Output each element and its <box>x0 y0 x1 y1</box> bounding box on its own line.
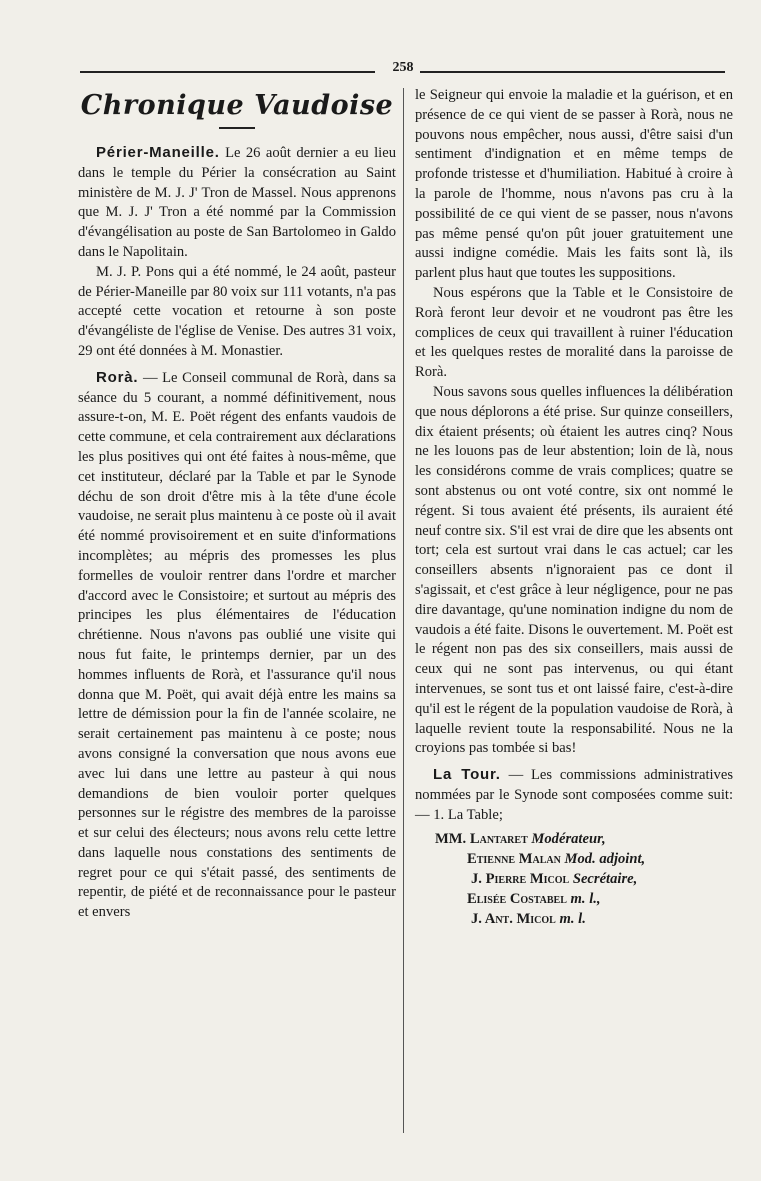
header-rule-right <box>420 71 725 73</box>
member-name: J. Ant. Micol <box>471 911 556 928</box>
member-name: Elisée Costabel <box>467 891 567 908</box>
rora-lead: Rorà. <box>96 368 139 386</box>
rora-paragraph-2 <box>415 284 733 383</box>
member-role: m. l., <box>570 891 601 908</box>
right-column <box>415 86 733 929</box>
title-rule <box>219 127 255 129</box>
rora-paragraph-3 <box>415 383 733 759</box>
member-row <box>415 889 733 909</box>
perier-lead: Périer-Maneille. <box>96 144 220 161</box>
rora-text-1-left: — Le Conseil communal de Rorà, dans sa séance du 5 courant, a nommé définitivement, nous assure-t-on, M. E. Poët régent des enfants vaudois de cette commune, et cela contrairement aux déclarations les plus positives qui ont été faites à nous-même, que cet instituteur, déclaré par la Table et par le Synode déchu de son droit d'être mis à la tête d'une école vaudoise, ne serait plus maintenu à ce poste où il avait été nommé provisoirement et en suite d'informations incomplètes; au mépris des promesses les plus formelles de vouloir rentrer dans l'ordre et marcher d'accord avec le Consistoire; et surtout au mépris des principes les plus élémentaires de l'éducation chrétienne. Nous n'avons pas oublié une visite qui nous fut faite, le printemps dernier, par un des hommes influents de Rorà, et l'assurance qu'il nous donna que M. Poët, qui avait déjà entre les mains sa lettre de démission pour la fin de l'année scolaire, ne serait certainement pas maintenu à ce poste; nous avons consigné la conversation que nous avons eue avec lui dans une lettre au pasteur à qui nous demandions de bien vouloir porter quelques personnes sur le régistre des membres de la paroisse et sur celui des électeurs; nous avons relu cette lettre dans laquelle nous constations des sentiments de regret pour ce qui s'était passé, des sentiments de repentir, de piété et de reconnaissance pour le pasteur et envers <box>78 369 397 921</box>
page-header <box>80 60 725 78</box>
page-number: 258 <box>392 60 414 75</box>
member-name: Lantaret <box>469 831 528 848</box>
member-row <box>415 909 733 929</box>
member-role: m. l. <box>559 911 586 928</box>
perier-paragraph-1 <box>78 143 396 263</box>
member-role: Modérateur, <box>531 831 606 848</box>
column-separator <box>403 88 404 1133</box>
latour-lead: La Tour. <box>433 766 501 784</box>
member-role: Secrétaire, <box>572 871 638 888</box>
rora-paragraph-1-cont <box>415 86 733 284</box>
header-rule-left <box>80 71 375 73</box>
page-title: Chronique Vaudoise <box>80 90 394 121</box>
member-name: Etienne Malan <box>467 851 561 868</box>
perier-paragraph-2 <box>78 263 396 362</box>
perier-text-2: M. J. P. Pons qui a été nommé, le 24 août, pasteur de Périer-Maneille par 80 voix sur 111 votants, n'a pas accepté cette vocation et retourne à son poste d'évangéliste de l'église de Venise. Des autres 31 voix, 29 ont été données à M. Monastier. <box>78 263 396 359</box>
member-name: J. Pierre Micol <box>471 871 570 888</box>
member-prefix: MM. <box>435 831 467 848</box>
rora-text-3: Nous savons sous quelles influences la délibération que nous déplorons a été prise. Sur quinze conseillers, dix étaient présents; où étaient les autres cinq? Nous ne les louons pas de leur abstention; loin de là, nous les considérons comme de vrais complices; quatre se sont abstenus ou ont voté contre, six ont nommé le régent. Si tous avaient été présents, ils auraient été neuf contre six. S'il est vrai de dire que les absents ont tort; cela est surtout vrai dans le cas actuel; car les conseillers absents n'ignoraient pas ce dont il s'agissait, et c'est grâce à leur négligence, pour ne pas dire davantage, qu'une nomination indigne du nom de vaudois a été faite. Disons le ouvertement. M. Poët est le régent non pas des six conseillers, mais aussi de ceux qui ne sont pas intervenus, ou qui étant intervenues, se sont tus et ont laissé faire, c'est-à-dire qu'il est le régent de la population vaudoise de Rorà, à laquelle revient toute la responsabilité. Nous ne la croyions pas tombée si bas! <box>415 383 733 757</box>
table-members-list <box>415 829 733 929</box>
rora-text-1-right: le Seigneur qui envoie la maladie et la guérison, et en présence de ce qui vient de se passer à Rorà, nous ne pouvons nous empêcher, nous aussi, d'être saisi d'un sentiment d'indignation et en même temps de profonde tristesse et d'humiliation. Habitué à croire à la parole de l'homme, nous n'avons pas cru à la possibilité de ce qui vient de se passer, nous n'avons pas même pensé qu'on pût jouer gratuitement une aussi indigne comédie. Mais les faits sont là, ils parlent plus haut que toutes les suppositions. <box>415 87 733 282</box>
member-row <box>415 849 733 869</box>
rora-paragraph-1 <box>78 368 396 923</box>
perier-text-1: Le 26 août dernier a eu lieu dans le temple du Périer la consécration au Saint ministère de M. J. J' Tron de Massel. Nous apprenons que M. J. J' Tron a été nommé par la Commission d'évangélisation au poste de San Bartolomeo in Galdo dans le Napolitain. <box>78 145 396 260</box>
rora-text-2: Nous espérons que la Table et le Consistoire de Rorà feront leur devoir et ne voudront pas être les complices de ceux qui travaillent à ruiner l'éducation et les quelques restes de moralité dans la paroisse de Rorà. <box>415 284 733 381</box>
latour-intro: — Les commissions administratives nommées par le Synode sont composées comme suit: — 1. La Table; <box>415 767 734 823</box>
member-row <box>415 829 733 849</box>
member-role: Mod. adjoint, <box>564 851 646 868</box>
latour-paragraph <box>415 765 733 825</box>
member-row <box>415 869 733 889</box>
left-column <box>78 86 396 923</box>
